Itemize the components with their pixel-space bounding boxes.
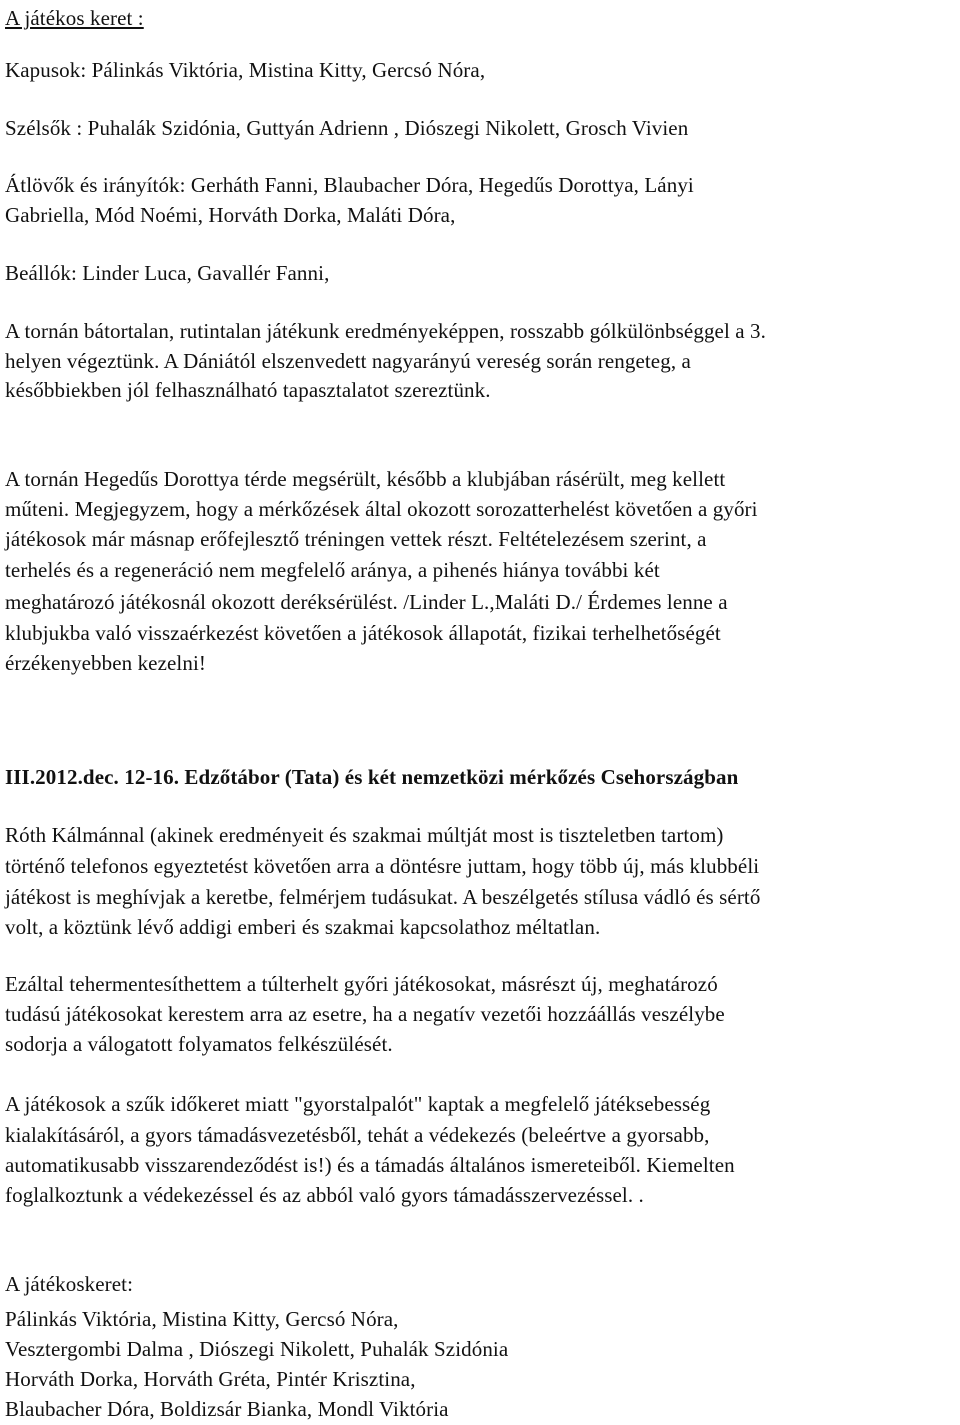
text-line: A tornán Hegedűs Dorottya térde megsérült, később a klubjában rásérült, meg kellett xyxy=(5,467,726,491)
text-line: Róth Kálmánnal (akinek eredményeit és szakmai múltját most is tiszteletben tartom) xyxy=(5,823,724,847)
text-line: foglalkoztunk a védekezéssel és az abból való gyors támadásszervezéssel. . xyxy=(5,1183,644,1207)
text-line: sodorja a válogatott folyamatos felkészülését. xyxy=(5,1032,393,1056)
text-line: későbbiekben jól felhasználható tapasztalatot szereztünk. xyxy=(5,378,491,402)
text-line: volt, a köztünk lévő addigi emberi és szakmai kapcsolathoz méltatlan. xyxy=(5,915,601,939)
text-line: Horváth Dorka, Horváth Gréta, Pintér Krisztina, xyxy=(5,1367,416,1391)
text-line: klubjukba való visszaérkezést követően a játékosok állapotát, fizikai terhelhetőségét xyxy=(5,621,721,645)
text-line: A játékosok a szűk időkeret miatt "gyorstalpalót" kaptak a megfelelő játéksebesség xyxy=(5,1092,711,1116)
text-line: Kapusok: Pálinkás Viktória, Mistina Kitty, Gercsó Nóra, xyxy=(5,58,486,82)
text-line: Pálinkás Viktória, Mistina Kitty, Gercsó Nóra, xyxy=(5,1307,399,1331)
text-line: játékosok már másnap erőfejlesztő tréningen vettek részt. Feltételezésem szerint, a xyxy=(5,527,707,551)
text-line: játékost is meghívjak a keretbe, felmérjem tudásukat. A beszélgetés stílusa vádló és sértő xyxy=(5,885,761,909)
text-line: Gabriella, Mód Noémi, Horváth Dorka, Maláti Dóra, xyxy=(5,203,456,227)
text-line: kialakításáról, a gyors támadásvezetésből, tehát a védekezés (beleértve a gyorsabb, xyxy=(5,1123,710,1147)
text-line: A tornán bátortalan, rutintalan játékunk eredményeképpen, rosszabb gólkülönbséggel a 3. xyxy=(5,319,766,343)
text-line: automatikusabb visszarendeződést is!) és a támadás általános ismereteiből. Kiemelten xyxy=(5,1153,735,1177)
section-heading-camp: III.2012.dec. 12-16. Edzőtábor (Tata) és két nemzetközi mérkőzés Csehországban xyxy=(5,765,739,789)
text-line: Átlövők és irányítók: Gerháth Fanni, Blaubacher Dóra, Hegedűs Dorottya, Lányi xyxy=(5,173,694,197)
text-line: Blaubacher Dóra, Boldizsár Bianka, Mondl Viktória xyxy=(5,1397,449,1421)
text-line: Szélsők : Puhalák Szidónia, Guttyán Adrienn , Diószegi Nikolett, Grosch Vivien xyxy=(5,116,689,140)
text-line: Ezáltal tehermentesíthettem a túlterhelt győri játékosokat, másrészt új, meghatározó xyxy=(5,972,718,996)
text-line: helyen végeztünk. A Dániától elszenvedett nagyarányú vereség során rengeteg, a xyxy=(5,349,691,373)
text-line: történő telefonos egyeztetést követően arra a döntésre juttam, hogy több új, más klubbéli xyxy=(5,854,760,878)
text-line: érzékenyebben kezelni! xyxy=(5,651,206,675)
text-line: Vesztergombi Dalma , Diószegi Nikolett, Puhalák Szidónia xyxy=(5,1337,509,1361)
text-line: műteni. Megjegyzem, hogy a mérkőzések által okozott sorozatterhelést követően a győri xyxy=(5,497,758,521)
text-line: terhelés és a regeneráció nem megfelelő aránya, a pihenés hiánya további két xyxy=(5,558,660,582)
text-line: Beállók: Linder Luca, Gavallér Fanni, xyxy=(5,261,330,285)
text-line: tudású játékosokat kerestem arra az esetre, ha a negatív vezetői hozzáállás veszélybe xyxy=(5,1002,725,1026)
text-line: meghatározó játékosnál okozott deréksérülést. /Linder L.,Maláti D./ Érdemes lenne a xyxy=(5,590,728,614)
section-heading-team: A játékos keret : xyxy=(5,6,144,30)
section-heading-squad: A játékoskeret: xyxy=(5,1272,134,1296)
